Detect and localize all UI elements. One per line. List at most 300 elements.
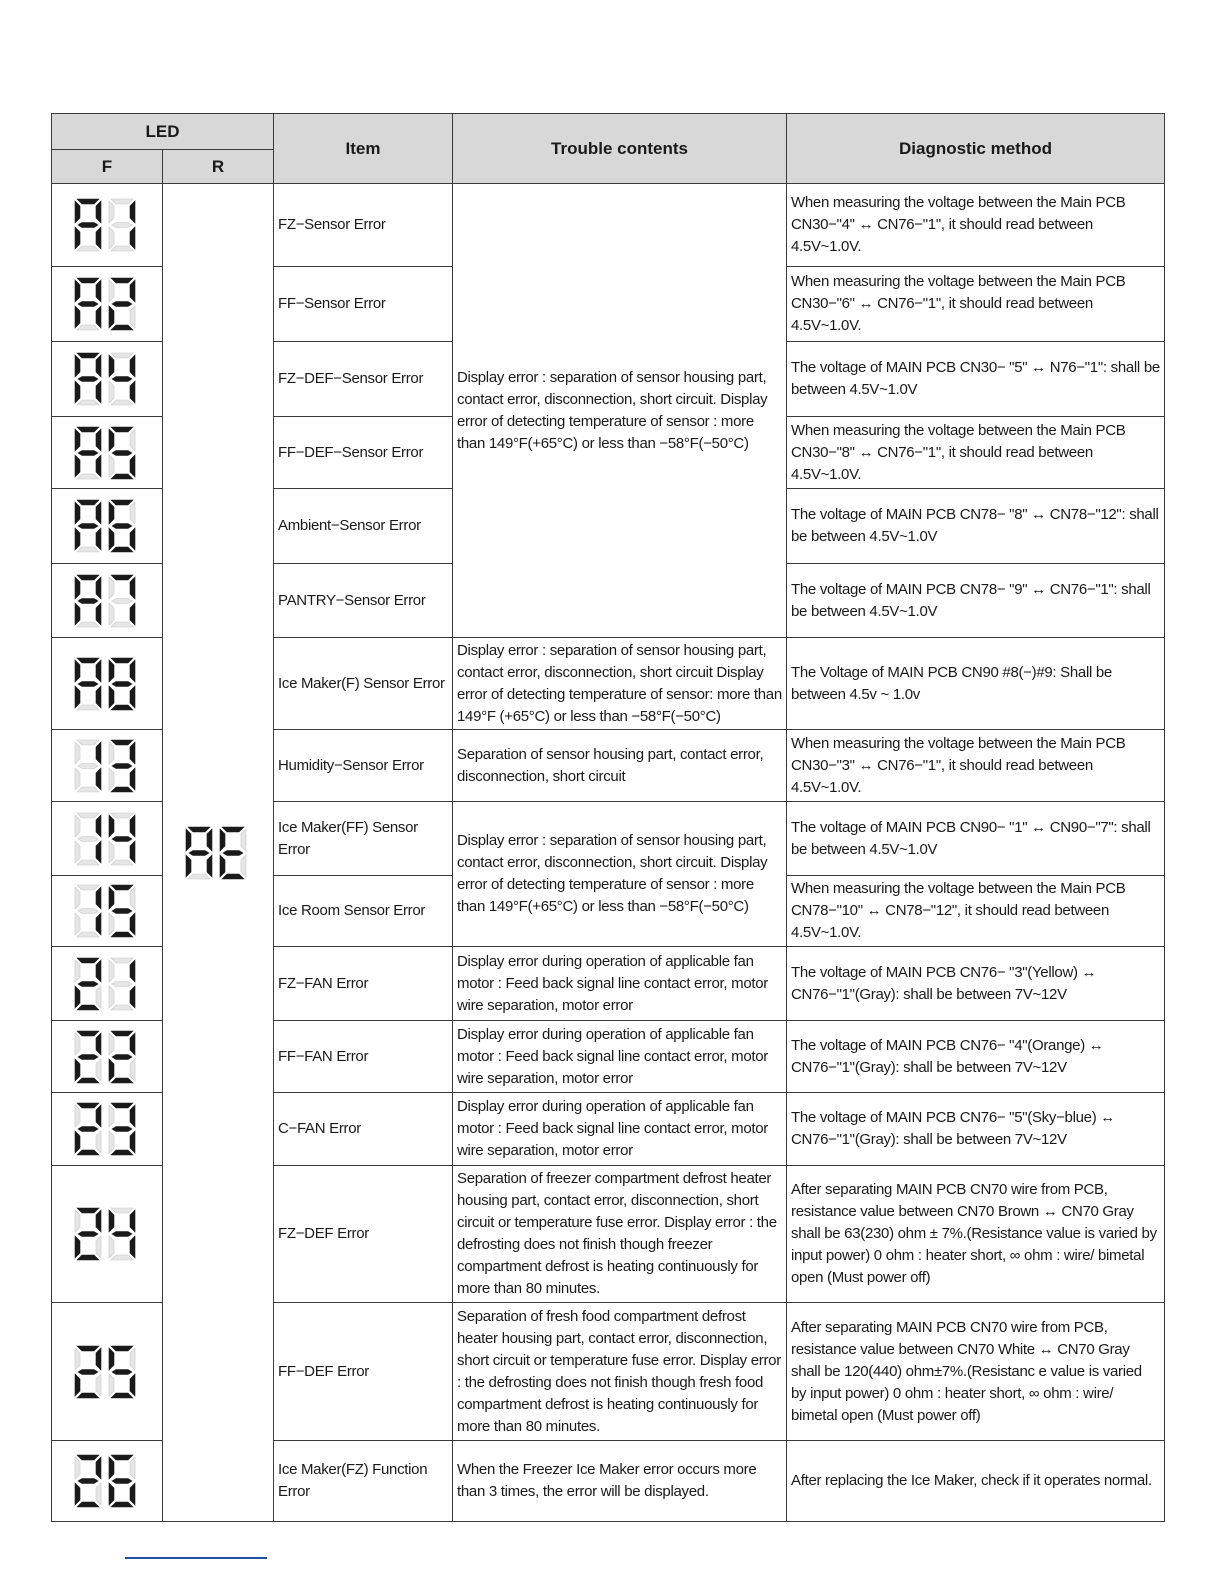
led-segment-g bbox=[78, 909, 98, 914]
led-segment-a bbox=[111, 658, 133, 663]
diagnostic-cell: The voltage of MAIN PCB CN76− "5"(Sky−blue) ↔ CN76−"1"(Gray): shall be between 7V~12V bbox=[787, 1093, 1165, 1166]
led-segment-e bbox=[75, 1374, 80, 1396]
led-segment-b bbox=[130, 742, 135, 764]
diagnostic-cell: After separating MAIN PCB CN70 wire from PCB, resistance value between CN70 Brown ↔ CN70 Gray shall be 63(230) ohm ± 7%.(Resistance value is varied by input power) 0 ohm : heater short, ∞ ohm : wire/ bimetal open (Must power off) bbox=[787, 1166, 1165, 1303]
led-segment-b bbox=[130, 960, 135, 982]
led-segment-g bbox=[78, 1054, 98, 1059]
led-segment-g bbox=[112, 909, 132, 914]
led-segment-c bbox=[96, 306, 101, 328]
led-segment-b bbox=[96, 1457, 101, 1479]
led-segment-b bbox=[130, 577, 135, 599]
led-segment-b bbox=[130, 1457, 135, 1479]
led-f-display bbox=[52, 638, 163, 730]
led-segment-e bbox=[75, 686, 80, 708]
led-segment-c bbox=[130, 686, 135, 708]
led-segment-g bbox=[112, 681, 132, 686]
seven-segment-display bbox=[71, 1203, 143, 1265]
led-segment-b bbox=[96, 815, 101, 837]
led-segment-b bbox=[96, 502, 101, 524]
led-segment-c bbox=[96, 686, 101, 708]
trouble-cell: Display error : separation of sensor housing part, contact error, disconnection, short circuit. Display error of detecting temperature of sensor : more than 149°F(+65°C) or less than −58°F(−50°C) bbox=[453, 184, 787, 638]
led-segment-c bbox=[96, 1131, 101, 1153]
led-segment-c bbox=[130, 1483, 135, 1505]
led-segment-c bbox=[96, 1483, 101, 1505]
led-segment-d bbox=[111, 400, 133, 405]
led-segment-a bbox=[111, 500, 133, 505]
led-segment-g bbox=[78, 836, 98, 841]
led-segment-d bbox=[111, 246, 133, 251]
led-segment-c bbox=[130, 227, 135, 249]
led-segment-a bbox=[111, 1346, 133, 1351]
led-segment-b bbox=[96, 280, 101, 302]
led-f-display bbox=[52, 564, 163, 638]
trouble-cell: Separation of freezer compartment defrost heater housing part, contact error, disconnection, short circuit or temperature fuse error. Display error : the defrosting does not finish though freezer compartment defrost is heating continuously for more than 80 minutes. bbox=[453, 1166, 787, 1303]
led-segment-b bbox=[96, 660, 101, 682]
led-segment-d bbox=[222, 874, 244, 879]
led-segment-g bbox=[112, 450, 132, 455]
led-segment-c bbox=[96, 455, 101, 477]
led-segment-f bbox=[109, 1033, 114, 1055]
led-segment-c bbox=[130, 1236, 135, 1258]
led-segment-c bbox=[130, 1374, 135, 1396]
led-segment-d bbox=[77, 1150, 99, 1155]
led-segment-g bbox=[78, 763, 98, 768]
led-f-display bbox=[52, 489, 163, 564]
seven-segment-display bbox=[71, 422, 143, 484]
led-segment-g bbox=[223, 850, 243, 855]
led-segment-e bbox=[186, 855, 191, 877]
led-f-display bbox=[52, 1093, 163, 1166]
led-segment-f bbox=[109, 577, 114, 599]
led-segment-g bbox=[78, 1127, 98, 1132]
led-segment-a bbox=[111, 958, 133, 963]
led-segment-f bbox=[109, 660, 114, 682]
trouble-cell: Display error : separation of sensor housing part, contact error, disconnection, short circuit. Display error of detecting temperature of sensor : more than 149°F(+65°C) or less than −58°F(−50°C) bbox=[453, 802, 787, 947]
trouble-cell: Display error during operation of applicable fan motor : Feed back signal line contact error, motor wire separation, motor error bbox=[453, 947, 787, 1021]
item-cell: Humidity−Sensor Error bbox=[274, 730, 453, 802]
item-cell: FZ−DEF Error bbox=[274, 1166, 453, 1303]
diagnostic-table bbox=[51, 113, 1165, 1522]
led-segment-b bbox=[96, 429, 101, 451]
led-segment-f bbox=[75, 960, 80, 982]
led-segment-e bbox=[109, 686, 114, 708]
led-segment-b bbox=[130, 280, 135, 302]
led-segment-e bbox=[75, 227, 80, 249]
led-f-display bbox=[52, 267, 163, 342]
led-segment-g bbox=[112, 377, 132, 382]
led-segment-b bbox=[130, 660, 135, 682]
item-cell: FF−FAN Error bbox=[274, 1021, 453, 1093]
led-segment-f bbox=[109, 201, 114, 223]
led-segment-f bbox=[109, 887, 114, 909]
item-cell: Ice Room Sensor Error bbox=[274, 876, 453, 947]
led-segment-a bbox=[188, 827, 210, 832]
diagnostic-cell: After replacing the Ice Maker, check if it operates normal. bbox=[787, 1441, 1165, 1522]
led-segment-e bbox=[75, 455, 80, 477]
led-segment-g bbox=[78, 681, 98, 686]
item-cell: Ice Maker(FZ) Function Error bbox=[274, 1441, 453, 1522]
led-segment-c bbox=[130, 528, 135, 550]
led-segment-b bbox=[96, 577, 101, 599]
seven-segment-display bbox=[71, 348, 143, 410]
led-segment-g bbox=[112, 1232, 132, 1237]
seven-segment-display bbox=[71, 735, 143, 797]
led-segment-a bbox=[77, 1103, 99, 1108]
page-link-underline bbox=[125, 1557, 267, 1559]
led-segment-f bbox=[75, 280, 80, 302]
f-header: F bbox=[52, 150, 163, 184]
led-segment-a bbox=[77, 1208, 99, 1213]
led-segment-g bbox=[78, 524, 98, 529]
led-segment-g bbox=[189, 850, 209, 855]
led-segment-g bbox=[112, 223, 132, 228]
diagnostic-cell: When measuring the voltage between the Main PCB CN30−"8" ↔ CN76−"1", it should read between 4.5V~1.0V. bbox=[787, 417, 1165, 489]
led-segment-b bbox=[96, 201, 101, 223]
led-segment-d bbox=[77, 246, 99, 251]
led-segment-g bbox=[78, 1232, 98, 1237]
seven-segment-display bbox=[71, 194, 143, 256]
led-segment-e bbox=[75, 768, 80, 790]
led-segment-c bbox=[96, 1374, 101, 1396]
item-cell: Ambient−Sensor Error bbox=[274, 489, 453, 564]
led-segment-f bbox=[186, 829, 191, 851]
led-segment-b bbox=[96, 887, 101, 909]
led-segment-d bbox=[77, 1255, 99, 1260]
item-cell: FZ−DEF−Sensor Error bbox=[274, 342, 453, 417]
led-segment-d bbox=[111, 622, 133, 627]
led-segment-a bbox=[77, 353, 99, 358]
led-segment-b bbox=[130, 815, 135, 837]
led-segment-d bbox=[77, 400, 99, 405]
led-segment-a bbox=[77, 427, 99, 432]
led-f-display bbox=[52, 184, 163, 267]
led-segment-e bbox=[75, 1236, 80, 1258]
led-segment-c bbox=[130, 381, 135, 403]
led-segment-b bbox=[96, 1210, 101, 1232]
item-cell: FF−DEF Error bbox=[274, 1303, 453, 1441]
seven-segment-display bbox=[71, 1026, 143, 1088]
led-segment-g bbox=[78, 450, 98, 455]
diagnostic-cell: The voltage of MAIN PCB CN78− "8" ↔ CN78−"12": shall be between 4.5V~1.0V bbox=[787, 489, 1165, 564]
led-segment-a bbox=[77, 658, 99, 663]
led-segment-d bbox=[77, 622, 99, 627]
led-segment-c bbox=[130, 841, 135, 863]
led-segment-c bbox=[130, 306, 135, 328]
led-segment-e bbox=[109, 306, 114, 328]
led-segment-c bbox=[130, 913, 135, 935]
led-segment-b bbox=[96, 1348, 101, 1370]
led-segment-g bbox=[112, 1479, 132, 1484]
led-segment-b bbox=[130, 1033, 135, 1055]
led-segment-f bbox=[109, 355, 114, 377]
led-segment-f bbox=[109, 1457, 114, 1479]
led-segment-b bbox=[130, 429, 135, 451]
led-segment-b bbox=[96, 1033, 101, 1055]
led-segment-b bbox=[96, 742, 101, 764]
seven-segment-display bbox=[71, 808, 143, 870]
led-segment-e bbox=[109, 1236, 114, 1258]
led-segment-f bbox=[109, 502, 114, 524]
led-segment-b bbox=[96, 960, 101, 982]
led-segment-e bbox=[109, 1483, 114, 1505]
led-segment-d bbox=[111, 860, 133, 865]
led-r-display bbox=[163, 184, 274, 1522]
led-segment-d bbox=[111, 1078, 133, 1083]
seven-segment-display bbox=[71, 570, 143, 632]
item-cell: Ice Maker(FF) Sensor Error bbox=[274, 802, 453, 876]
led-segment-g bbox=[112, 836, 132, 841]
led-segment-d bbox=[111, 547, 133, 552]
item-cell: FZ−Sensor Error bbox=[274, 184, 453, 267]
item-cell: PANTRY−Sensor Error bbox=[274, 564, 453, 638]
led-segment-d bbox=[111, 325, 133, 330]
led-f-display bbox=[52, 802, 163, 876]
led-segment-g bbox=[112, 1127, 132, 1132]
led-segment-f bbox=[75, 815, 80, 837]
led-segment-b bbox=[207, 829, 212, 851]
led-segment-e bbox=[109, 603, 114, 625]
led-segment-e bbox=[75, 603, 80, 625]
item-header: Item bbox=[274, 114, 453, 184]
led-segment-e bbox=[109, 913, 114, 935]
diagnostic-cell: The voltage of MAIN PCB CN78− "9" ↔ CN76−"1": shall be between 4.5V~1.0V bbox=[787, 564, 1165, 638]
led-segment-a bbox=[77, 278, 99, 283]
diagnostic-cell: The voltage of MAIN PCB CN76− "3"(Yellow) ↔ CN76−"1"(Gray): shall be between 7V~12V bbox=[787, 947, 1165, 1021]
led-segment-d bbox=[77, 1393, 99, 1398]
led-segment-e bbox=[109, 986, 114, 1008]
led-segment-c bbox=[96, 1059, 101, 1081]
led-segment-f bbox=[75, 1210, 80, 1232]
led-segment-a bbox=[111, 575, 133, 580]
led-segment-b bbox=[96, 355, 101, 377]
diagnostic-cell: When measuring the voltage between the Main PCB CN30−"4" ↔ CN76−"1", it should read between 4.5V~1.0V. bbox=[787, 184, 1165, 267]
trouble-cell: Display error during operation of applicable fan motor : Feed back signal line contact error, motor wire separation, motor error bbox=[453, 1093, 787, 1166]
led-segment-a bbox=[111, 813, 133, 818]
seven-segment-display bbox=[71, 1098, 143, 1160]
seven-segment-display bbox=[71, 1450, 143, 1512]
led-segment-g bbox=[112, 1054, 132, 1059]
led-segment-c bbox=[96, 986, 101, 1008]
led-header: LED bbox=[52, 114, 274, 150]
led-segment-d bbox=[188, 874, 210, 879]
led-segment-e bbox=[109, 841, 114, 863]
led-segment-a bbox=[77, 575, 99, 580]
led-segment-f bbox=[75, 201, 80, 223]
led-f-display bbox=[52, 730, 163, 802]
led-segment-g bbox=[78, 302, 98, 307]
led-segment-e bbox=[75, 986, 80, 1008]
seven-segment-display bbox=[182, 822, 254, 884]
led-segment-g bbox=[78, 1479, 98, 1484]
led-segment-f bbox=[109, 742, 114, 764]
led-segment-a bbox=[77, 813, 99, 818]
led-segment-f bbox=[109, 1210, 114, 1232]
led-segment-g bbox=[112, 524, 132, 529]
led-f-display bbox=[52, 876, 163, 947]
led-segment-e bbox=[109, 1374, 114, 1396]
led-segment-d bbox=[111, 787, 133, 792]
led-segment-e bbox=[75, 1483, 80, 1505]
led-segment-e bbox=[75, 381, 80, 403]
led-segment-g bbox=[112, 763, 132, 768]
led-segment-g bbox=[112, 1369, 132, 1374]
diagnostic-cell: When measuring the voltage between the Main PCB CN30−"6" ↔ CN76−"1", it should read between 4.5V~1.0V. bbox=[787, 267, 1165, 342]
led-segment-c bbox=[96, 381, 101, 403]
led-segment-b bbox=[96, 1105, 101, 1127]
led-segment-b bbox=[130, 201, 135, 223]
led-segment-c bbox=[130, 986, 135, 1008]
trouble-header: Trouble contents bbox=[453, 114, 787, 184]
item-cell: FF−DEF−Sensor Error bbox=[274, 417, 453, 489]
led-segment-a bbox=[77, 1455, 99, 1460]
led-segment-c bbox=[130, 768, 135, 790]
led-segment-d bbox=[77, 932, 99, 937]
led-segment-a bbox=[222, 827, 244, 832]
led-segment-a bbox=[77, 885, 99, 890]
led-segment-b bbox=[241, 829, 246, 851]
led-segment-d bbox=[111, 932, 133, 937]
led-segment-f bbox=[75, 660, 80, 682]
led-segment-e bbox=[75, 528, 80, 550]
led-segment-e bbox=[75, 1131, 80, 1153]
led-segment-c bbox=[130, 1059, 135, 1081]
led-segment-c bbox=[96, 913, 101, 935]
led-segment-d bbox=[77, 860, 99, 865]
led-segment-a bbox=[111, 427, 133, 432]
led-segment-a bbox=[111, 1031, 133, 1036]
led-segment-e bbox=[75, 306, 80, 328]
trouble-cell: Separation of sensor housing part, contact error, disconnection, short circuit bbox=[453, 730, 787, 802]
diagnostic-cell: When measuring the voltage between the Main PCB CN78−"10" ↔ CN78−"12", it should read between 4.5V~1.0V. bbox=[787, 876, 1165, 947]
led-segment-c bbox=[130, 455, 135, 477]
diagnostic-cell: The voltage of MAIN PCB CN30− "5" ↔ N76−"1": shall be between 4.5V~1.0V bbox=[787, 342, 1165, 417]
seven-segment-display bbox=[71, 880, 143, 942]
led-segment-c bbox=[241, 855, 246, 877]
diagnostic-cell: The Voltage of MAIN PCB CN90 #8(−)#9: Shall be between 4.5v ~ 1.0v bbox=[787, 638, 1165, 730]
led-segment-f bbox=[75, 1105, 80, 1127]
led-segment-b bbox=[130, 1348, 135, 1370]
led-segment-g bbox=[78, 377, 98, 382]
led-segment-f bbox=[75, 1457, 80, 1479]
seven-segment-display bbox=[71, 273, 143, 335]
led-segment-f bbox=[75, 1033, 80, 1055]
led-f-display bbox=[52, 947, 163, 1021]
led-segment-e bbox=[109, 1131, 114, 1153]
led-segment-a bbox=[111, 353, 133, 358]
seven-segment-display bbox=[71, 953, 143, 1015]
led-segment-a bbox=[77, 958, 99, 963]
led-segment-c bbox=[96, 528, 101, 550]
led-segment-f bbox=[109, 280, 114, 302]
led-segment-d bbox=[77, 705, 99, 710]
seven-segment-display bbox=[71, 1341, 143, 1403]
led-segment-d bbox=[111, 1005, 133, 1010]
led-segment-e bbox=[109, 455, 114, 477]
led-segment-d bbox=[77, 1078, 99, 1083]
led-segment-f bbox=[109, 1348, 114, 1370]
led-segment-g bbox=[78, 1369, 98, 1374]
led-segment-a bbox=[77, 500, 99, 505]
trouble-cell: Display error during operation of applicable fan motor : Feed back signal line contact error, motor wire separation, motor error bbox=[453, 1021, 787, 1093]
led-segment-c bbox=[96, 768, 101, 790]
led-segment-a bbox=[111, 1103, 133, 1108]
led-segment-a bbox=[77, 199, 99, 204]
item-cell: FZ−FAN Error bbox=[274, 947, 453, 1021]
led-segment-e bbox=[75, 841, 80, 863]
led-segment-b bbox=[130, 502, 135, 524]
seven-segment-display bbox=[71, 653, 143, 715]
led-segment-c bbox=[96, 603, 101, 625]
led-segment-g bbox=[112, 302, 132, 307]
led-segment-c bbox=[130, 1131, 135, 1153]
led-segment-b bbox=[130, 1105, 135, 1127]
led-segment-f bbox=[75, 502, 80, 524]
diagnostic-header: Diagnostic method bbox=[787, 114, 1165, 184]
led-segment-a bbox=[111, 1455, 133, 1460]
led-segment-f bbox=[75, 887, 80, 909]
led-segment-d bbox=[111, 705, 133, 710]
diagnostic-cell: When measuring the voltage between the Main PCB CN30−"3" ↔ CN76−"1", it should read between 4.5V~1.0V. bbox=[787, 730, 1165, 802]
led-segment-a bbox=[111, 885, 133, 890]
led-segment-d bbox=[77, 325, 99, 330]
led-segment-e bbox=[75, 913, 80, 935]
led-segment-f bbox=[109, 429, 114, 451]
led-segment-d bbox=[111, 1502, 133, 1507]
led-segment-e bbox=[109, 768, 114, 790]
led-f-display bbox=[52, 1303, 163, 1441]
led-segment-d bbox=[77, 1502, 99, 1507]
item-cell: Ice Maker(F) Sensor Error bbox=[274, 638, 453, 730]
diagnostic-cell: The voltage of MAIN PCB CN76− "4"(Orange) ↔ CN76−"1"(Gray): shall be between 7V~12V bbox=[787, 1021, 1165, 1093]
led-segment-f bbox=[109, 960, 114, 982]
led-f-display bbox=[52, 1441, 163, 1522]
led-f-display bbox=[52, 417, 163, 489]
led-segment-f bbox=[220, 829, 225, 851]
led-segment-d bbox=[111, 1255, 133, 1260]
led-segment-c bbox=[96, 1236, 101, 1258]
led-segment-f bbox=[75, 577, 80, 599]
led-segment-e bbox=[75, 1059, 80, 1081]
led-segment-d bbox=[77, 474, 99, 479]
led-segment-c bbox=[207, 855, 212, 877]
item-cell: C−FAN Error bbox=[274, 1093, 453, 1166]
led-segment-a bbox=[77, 1346, 99, 1351]
led-segment-b bbox=[130, 355, 135, 377]
diagnostic-cell: After separating MAIN PCB CN70 wire from PCB, resistance value between CN70 White ↔ CN70 Gray shall be 120(440) ohm±7%.(Resistanc e value is varied by input power) 0 ohm : heater short, ∞ ohm : wire/ bimetal open (Must power off) bbox=[787, 1303, 1165, 1441]
led-segment-e bbox=[109, 528, 114, 550]
led-segment-e bbox=[220, 855, 225, 877]
led-segment-g bbox=[78, 223, 98, 228]
r-header: R bbox=[163, 150, 274, 184]
led-segment-a bbox=[77, 740, 99, 745]
led-segment-d bbox=[77, 547, 99, 552]
led-segment-a bbox=[111, 740, 133, 745]
led-segment-c bbox=[96, 841, 101, 863]
led-segment-c bbox=[130, 603, 135, 625]
led-segment-e bbox=[109, 381, 114, 403]
led-segment-a bbox=[77, 1031, 99, 1036]
seven-segment-display bbox=[71, 495, 143, 557]
led-segment-c bbox=[96, 227, 101, 249]
led-f-display bbox=[52, 1021, 163, 1093]
led-segment-g bbox=[78, 598, 98, 603]
diagnostic-cell: The voltage of MAIN PCB CN90− "1" ↔ CN90−"7": shall be between 4.5V~1.0V bbox=[787, 802, 1165, 876]
led-segment-d bbox=[77, 787, 99, 792]
led-segment-f bbox=[75, 1348, 80, 1370]
led-f-display bbox=[52, 342, 163, 417]
led-f-display bbox=[52, 1166, 163, 1303]
led-segment-a bbox=[111, 278, 133, 283]
